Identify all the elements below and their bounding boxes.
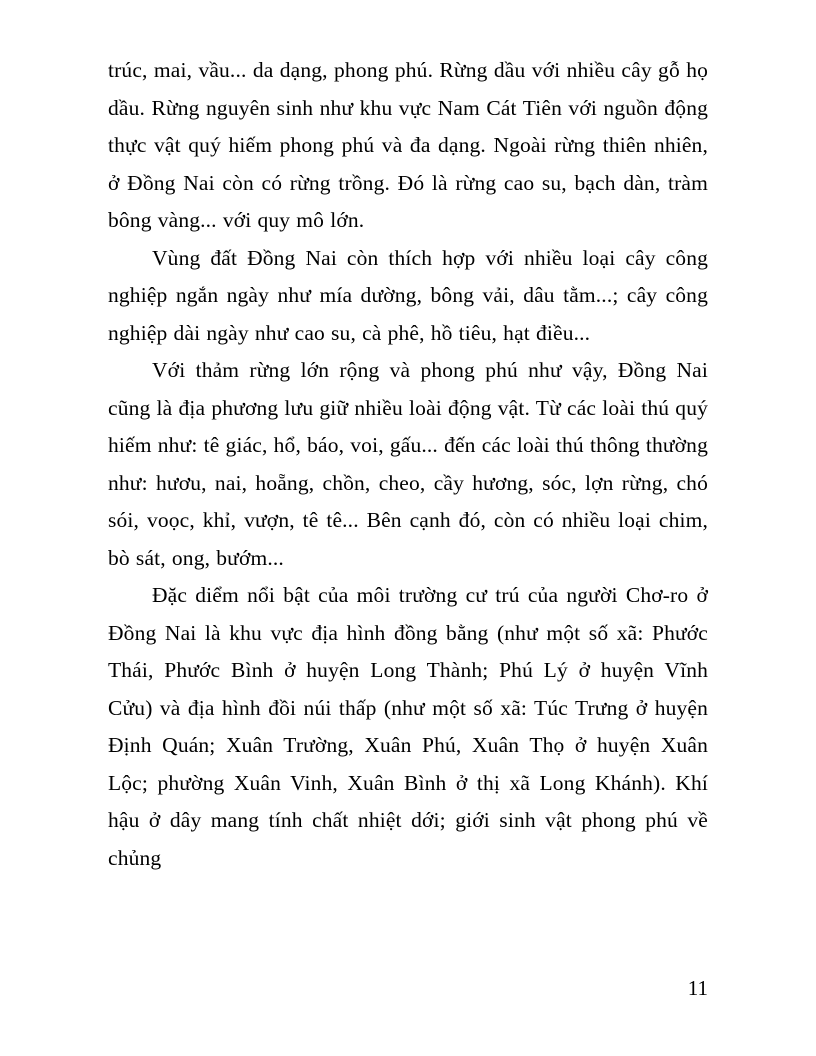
page-number: 11 [687,976,708,1000]
paragraph-1: trúc, mai, vầu... da dạng, phong phú. Rừng dầu với nhiều cây gỗ họ dầu. Rừng nguyên sinh như khu vực Nam Cát Tiên với nguồn động thực vật quý hiếm phong phú và đa dạng. Ngoài rừng thiên nhiên, ở Đồng Nai còn có rừng trồng. Đó là rừng cao su, bạch dàn, tràm bông vàng... với quy mô lớn. [108,58,708,232]
body-text-column [108,52,708,877]
paragraph-4: Đặc diểm nổi bật của môi trường cư trú của người Chơ-ro ở Đồng Nai là khu vực địa hình đồng bằng (như một số xã: Phước Thái, Phước Bình ở huyện Long Thành; Phú Lý ở huyện Vĩnh Cửu) và địa hình đồi núi thấp (như một số xã: Túc Trưng ở huyện Định Quán; Xuân Trường, Xuân Phú, Xuân Thọ ở huyện Xuân Lộc; phường Xuân Vinh, Xuân Bình ở thị xã Long Khánh). Khí hậu ở dây mang tính chất nhiệt dới; giới sinh vật phong phú về chủng [108,583,708,870]
paragraph-3: Với thảm rừng lớn rộng và phong phú như vậy, Đồng Nai cũng là địa phương lưu giữ nhiều loài động vật. Từ các loài thú quý hiếm như: tê giác, hổ, báo, voi, gấu... đến các loài thú thông thường như: hươu, nai, hoẵng, chồn, cheo, cầy hương, sóc, lợn rừng, chó sói, voọc, khỉ, vượn, tê tê... Bên cạnh đó, còn có nhiều loại chim, bò sát, ong, bướm... [108,358,708,570]
paragraph-2: Vùng đất Đồng Nai còn thích hợp với nhiều loại cây công nghiệp ngắn ngày như mía dường, bông vải, dâu tằm...; cây công nghiệp dài ngày như cao su, cà phê, hồ tiêu, hạt điều... [108,245,708,345]
